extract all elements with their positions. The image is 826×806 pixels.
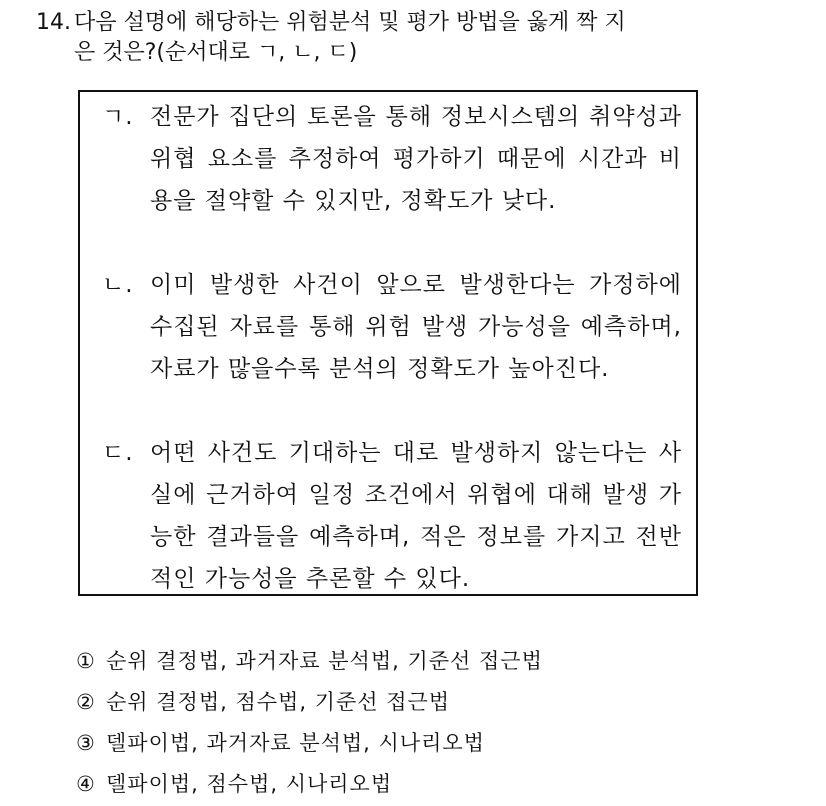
option-text: 순위 결정법, 과거자료 분석법, 기준선 접근법 [106, 649, 543, 673]
item-text: 어떤 사건도 기대하는 대로 발생하지 않는다는 사실에 근거하여 일정 조건에서 위협에 대해 발생 가능한 결과들을 예측하며, 적은 정보를 가지고 전반적인 가능성을 추론할 수 있다. [150, 440, 682, 592]
question-text-line2: 은 것은?(순서대로 ㄱ, ㄴ, ㄷ) [74, 40, 358, 65]
option-marker: ① [76, 649, 96, 673]
answer-options [76, 642, 543, 806]
question-text-line1: 다음 설명에 해당하는 위험분석 및 평가 방법을 옳게 짝 지 [74, 10, 626, 35]
item-label: ㄷ. [102, 440, 134, 466]
passage-item-2 [102, 264, 682, 390]
question-stem [36, 8, 796, 68]
option-1[interactable] [76, 642, 543, 683]
passage-item-1 [102, 96, 682, 222]
question-number: 14. [36, 10, 71, 35]
item-label: ㄱ. [102, 104, 134, 130]
option-marker: ② [76, 690, 96, 714]
passage-box [78, 90, 698, 596]
item-text: 전문가 집단의 토론을 통해 정보시스템의 취약성과 위협 요소를 추정하여 평가하기 때문에 시간과 비용을 절약할 수 있지만, 정확도가 낮다. [150, 104, 682, 214]
option-3[interactable] [76, 724, 543, 765]
option-text: 순위 결정법, 점수법, 기준선 접근법 [106, 690, 451, 714]
option-text: 델파이법, 과거자료 분석법, 시나리오법 [106, 731, 485, 755]
option-text: 델파이법, 점수법, 시나리오법 [106, 772, 393, 796]
option-marker: ③ [76, 731, 96, 755]
passage-item-3 [102, 432, 682, 600]
item-label: ㄴ. [102, 272, 134, 298]
item-text: 이미 발생한 사건이 앞으로 발생한다는 가정하에 수집된 자료를 통해 위험 발생 가능성을 예측하며, 자료가 많을수록 분석의 정확도가 높아진다. [150, 272, 682, 382]
option-2[interactable] [76, 683, 543, 724]
option-marker: ④ [76, 772, 96, 796]
